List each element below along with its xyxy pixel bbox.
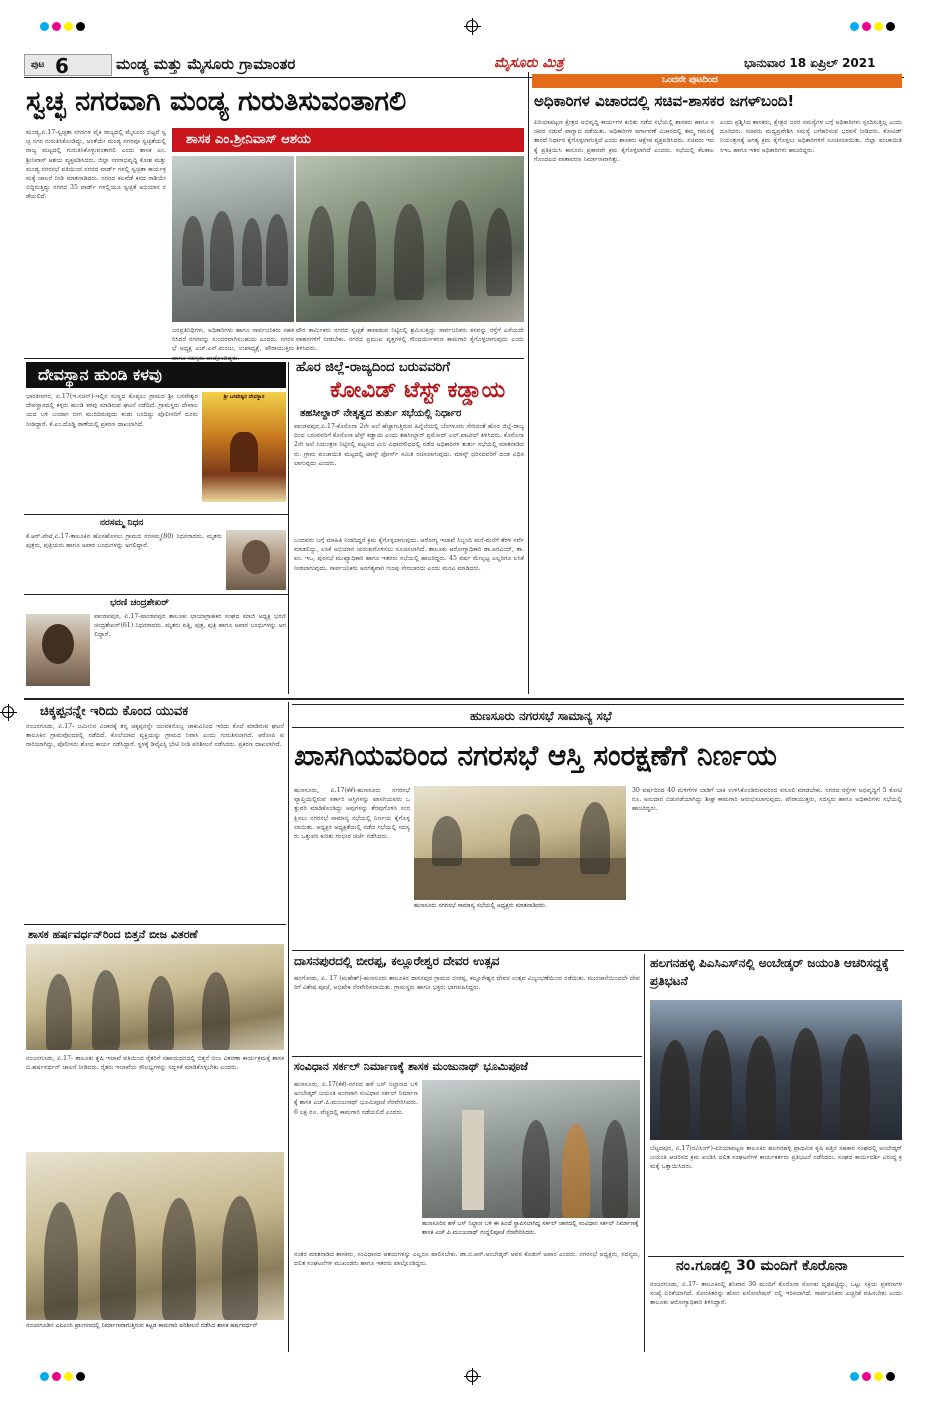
registration-mark-left [2,706,14,718]
covid-kicker: ಹೊರ ಜಿಲ್ಲೆ-ರಾಜ್ಯದಿಂದ ಬರುವವರಿಗೆ [296,360,450,375]
obituary-2-body: ಪಾಂಡವಪುರ, ಏ.17-ಪಾಂಡವಪುರ ತಾಲೂಕು ಛಾಯಾಗ್ರಾಹಕರ ಸಂಘದ ಮಾಜಿ ಅಧ್ಯಕ್ಷ ಭರಣಿ ಚಂದ್ರಶೇಖರ್(61) ನಿಧನರಾದರು. ಮೃತರು ಪತ್ನಿ, ಪುತ್ರ, ಪುತ್ರಿ ಹಾಗೂ ಅಪಾರ ಬಂಧುಗಳನ್ನು ಅಗಲಿದ್ದಾರೆ. [94,613,286,639]
lead-body-col4: ಪೌರ ಕಾರ್ಮಿಕರು ನಗರದ ಸ್ವಚ್ಛತೆ ಕಾಪಾಡುವ ನಿಟ್ಟಿನಲ್ಲಿ ಶ್ರಮಿಸುತ್ತಿದ್ದು ಸಾರ್ವಜನಿಕರು ಕಸವನ್ನು ರಸ್ತೆಗೆ ಎಸೆಯದೇ ವಾಹನಗಳಿಗೆ ನೀಡಬೇಕು. ನಗರದ ಪ್ರಮುಖ ವೃತ್ತಗಳಲ್ಲಿ ಸೌಂದರ್ಯೀಕರಣ ಕಾಮಗಾರಿ ಕೈಗೊಳ್ಳಲಾಗುವುದು ಎಂದು ತಿಳಿಸಿದರು. [296,327,524,353]
obituary-1-photo [226,530,286,590]
lead-subhead: ಶಾಸಕ ಎಂ.ಶ್ರೀನಿವಾಸ್ ಆಶಯ [186,132,311,147]
obituary-2-photo [26,614,90,686]
sidebar-headline: ಅಧಿಕಾರಿಗಳ ವಿಚಾರದಲ್ಲಿ ಸಚಿವ-ಶಾಸಕರ ಜಗಳ್‌ಬಂದಿ! [534,92,795,110]
temple-photo [202,392,286,502]
lead-photo-2 [296,156,524,322]
masthead-logo: ಮೈಸೂರು ಮಿತ್ರ [494,55,564,71]
lead-body-col1: ಮಂಡ್ಯ,ಏ.17-ಸ್ವಚ್ಛತಾ ನಗರಗಳ ಪೈಕಿ ರಾಜ್ಯದಲ್ಲಿ ಮೈಸೂರು ಬಿಟ್ಟರೆ ಸ್ವಚ್ಛ ನಗರ ಗುರುತಿಸಿಕೊಂಡಿದ್ದು, ಅಂತೆಯೇ ಮಂಡ್ಯ ನಗರವೂ ಸ್ವಚ್ಛತೆಯಲ್ಲಿ ರಾಜ್ಯ ಮಟ್ಟದಲ್ಲಿ ಗುರುತಿಸಿಕೊಳ್ಳುವಂತಾಗಲಿ ಎಂದು ಶಾಸಕ ಎಂ.ಶ್ರೀನಿವಾಸ್ ಆಶಯ ವ್ಯಕ್ತಪಡಿಸಿದರು. ಜಿಲ್ಲಾ ನಗರಾಭಿವೃದ್ಧಿ ಕೋಶ ಮತ್ತು ಮಂಡ್ಯ ನಗರಸಭೆ ವತಿಯಿಂದ ನಗರದ ವಾರ್ಡ್ ಗಳಲ್ಲಿ ಸ್ವಚ್ಛತಾ ಕಾರ್ಯಕ್ರಮಕ್ಕೆ ಚಾಲನೆ ನೀಡಿ ಮಾತನಾಡಿದರು. ನಗರದ ಕಲವೆಡೆ ಕಸದ ರಾಶಿಯೇ ಬಿದ್ದಿರುತ್ತಿದ್ದು ನಗರದ 35 ವಾರ್ಡ್ ಗಳಲ್ಲಿಯೂ ಸ್ವಚ್ಛತೆ ಅಭಿಯಾನ ನಡೆಯಲಿದೆ. [26,129,166,201]
youth-body: ನಂಜನಗೂಡು, ಏ.17- ಜಮೀನಿನ ವಿಚಾರಕ್ಕೆ ತನ್ನ ಚಿಕ್ಕಪ್ಪನನ್ನೇ ಯುವಕನೊಬ್ಬ ಚಾಕುವಿನಿಂದ ಇರಿದು ಕೊಲೆ ಮಾಡಿರುವ ಘಟನೆ ತಾಲೂಕಿನ ಗ್ರಾಮವೊಂದರಲ್ಲಿ ನಡೆದಿದೆ. ಕೊಲೆಯಾದ ವ್ಯಕ್ತಿಯನ್ನು ಗ್ರಾಮದ ನಿವಾಸಿ ಎಂದು ಗುರುತಿಸಲಾಗಿದೆ. ಆರೋಪಿ ಪರಾರಿಯಾಗಿದ್ದು, ಪೊಲೀಸರು ಶೋಧ ಕಾರ್ಯ ನಡೆಸಿದ್ದಾರೆ. ಸ್ಥಳಕ್ಕೆ ಡಿವೈಎಸ್ಪಿ ಭೇಟಿ ನೀಡಿ ಪರಿಶೀಲನೆ ನಡೆಸಿದರು. ಪ್ರಕರಣ ದಾಖಲಾಗಿದೆ. [26,723,284,749]
hunsur-kicker: ಹುಣಸೂರು ನಗರಸಭೆ ಸಾಮಾನ್ಯ ಸಭೆ [470,709,612,723]
hunsur-body-1: ಹುಣಸೂರು, ಏ.17(ಕೆಕೆ)-ಹುಣಸೂರು ನಗರಸಭೆ ವ್ಯಾಪ್ತಿಯಲ್ಲಿರುವ ಸರ್ಕಾರಿ ಆಸ್ತಿಗಳನ್ನು ಖಾಸಗಿಯವರು ಒತ್ತುವರಿ ಮಾಡಿಕೊಂಡಿದ್ದು ಅವುಗಳನ್ನು ತೆರವುಗೊಳಿಸಿ ಸಂರಕ್ಷಿಸಲು ನಗರಸಭೆ ಸಾಮಾನ್ಯ ಸಭೆಯಲ್ಲಿ ನಿರ್ಣಯ ಕೈಗೊಳ್ಳಲಾಯಿತು. ಅಧ್ಯಕ್ಷರ ಅಧ್ಯಕ್ಷತೆಯಲ್ಲಿ ನಡೆದ ಸಭೆಯಲ್ಲಿ ಸದಸ್ಯರು ಒತ್ತುವರಿ ಕುರಿತು ಗಂಭೀರ ಚರ್ಚೆ ನಡೆಸಿದರು. [294,787,410,841]
temple-headline: ದೇವಸ್ಥಾನ ಹುಂಡಿ ಕಳವು [38,365,162,384]
corona-body: ನಂಜನಗೂಡು, ಏ.17- ತಾಲೂಕಿನಲ್ಲಿ ಶನಿವಾರ 30 ಮಂದಿಗೆ ಕೊರೊನಾ ಸೋಂಕು ದೃಢಪಟ್ಟಿದ್ದು, ಒಟ್ಟು ಸಕ್ರಿಯ ಪ್ರಕರಣಗಳ ಸಂಖ್ಯೆ ಏರಿಕೆಯಾಗಿದೆ. ಸೋಂಕಿತರನ್ನು ಹೋಂ ಐಸೋಲೇಷನ್ ನಲ್ಲಿ ಇರಿಸಲಾಗಿದೆ. ಸಾರ್ವಜನಿಕರು ಎಚ್ಚರಿಕೆ ವಹಿಸಬೇಕು ಎಂದು ತಾಲೂಕು ಆರೋಗ್ಯಾಧಿಕಾರಿ ತಿಳಿಸಿದ್ದಾರೆ. [650,1281,902,1307]
dasana-headline: ದಾಸನಪುರದಲ್ಲಿ ಬೀರಪ್ಪ, ಕಲ್ಲೂರೇಶ್ವರ ದೇವರ ಉತ್ಸವ [294,954,500,968]
dasana-body-2: ನಂತರ ಮಾತನಾಡಿದ ಶಾಸಕರು, ಸಂವಿಧಾನದ ಆಶಯಗಳನ್ನು ಎಲ್ಲರೂ ಪಾಲಿಸಬೇಕು. ಡಾ.ಬಿ.ಆರ್.ಅಂಬೇಡ್ಕರ್ ಅವರ ಕೊಡುಗೆ ಅಪಾರ ಎಂದರು. ನಗರಸಭೆ ಅಧ್ಯಕ್ಷರು, ಸದಸ್ಯರು, ದಲಿತ ಸಂಘಟನೆಗಳ ಮುಖಂಡರು ಹಾಗೂ ಇತರರು ಪಾಲ್ಗೊಂಡಿದ್ದರು. [294,1251,640,1268]
samvidhana-headline: ಸಂವಿಧಾನ ಸರ್ಕಲ್ ನಿರ್ಮಾಣಕ್ಕೆ ಶಾಸಕ ಮಂಜುನಾಥ್ ಭೂಮಿಪೂಜೆ [294,1060,528,1073]
seed-body: ನಂಜನಗೂಡು, ಏ.17- ತಾಲೂಕು ಕೃಷಿ ಇಲಾಖೆ ವತಿಯಿಂದ ರೈತರಿಗೆ ಸಹಾಯಧನದಲ್ಲಿ ಬಿತ್ತನೆ ಬೀಜ ವಿತರಣಾ ಕಾರ್ಯಕ್ರಮಕ್ಕೆ ಶಾಸಕ ಬಿ.ಹರ್ಷವರ್ಧನ್ ಚಾಲನೆ ನೀಡಿದರು. ರೈತರು ಇಲಾಖೆಯ ಸೌಲಭ್ಯಗಳನ್ನು ಸದ್ಬಳಕೆ ಮಾಡಿಕೊಳ್ಳಬೇಕು ಎಂದರು. [26,1055,284,1072]
obituary-1-title: ನರಸಮ್ಮ ನಿಧನ [100,518,144,528]
lead-headline: ಸ್ವಚ್ಛ ನಗರವಾಗಿ ಮಂಡ್ಯ ಗುರುತಿಸುವಂತಾಗಲಿ [26,86,407,117]
hunsur-photo [414,786,626,900]
page-number: 6 [55,54,69,78]
continued-tag-label: ಒಂದನೇ ಪುಟದಿಂದ [662,75,718,85]
sidebar-body-1: ಪಿರಿಯಾಪಟ್ಟಣ ಕ್ಷೇತ್ರದ ಅಭಿವೃದ್ಧಿ ಕಾರ್ಯಗಳ ಕುರಿತು ನಡೆದ ಸಭೆಯಲ್ಲಿ ಶಾಸಕರು ಹಾಗೂ ಸಚಿವರ ನಡುವೆ ವಾಗ್ವಾದ ನಡೆಯಿತು. ಅಧಿಕಾರಿಗಳ ವರ್ಗಾವಣೆ ವಿಚಾರದಲ್ಲಿ ತಮ್ಮ ಗಮನಕ್ಕೆ ತಾರದೆ ನಿರ್ಧಾರ ಕೈಗೊಳ್ಳಲಾಗುತ್ತಿದೆ ಎಂದು ಶಾಸಕರು ಆಕ್ಷೇಪ ವ್ಯಕ್ತಪಡಿಸಿದರು. ಸಚಿವರು ಇದಕ್ಕೆ ಪ್ರತಿಕ್ರಿಯಿಸಿ ಕಾನೂನು ಪ್ರಕಾರವೇ ಕ್ರಮ ಕೈಗೊಳ್ಳಲಾಗಿದೆ ಎಂದರು. ಸಭೆಯಲ್ಲಿ ಕೆಲಕಾಲ ಗೊಂದಲದ ವಾತಾವರಣ ನಿರ್ಮಾಣವಾಗಿತ್ತು. [534,119,714,163]
avatar [242,540,270,574]
hunsur-headline: ಖಾಸಗಿಯವರಿಂದ ನಗರಸಭೆ ಆಸ್ತಿ ಸಂರಕ್ಷಣೆಗೆ ನಿರ್ಣಯ [294,739,777,772]
covid-subhead: ತಹಸೀಲ್ದಾರ್ ನೇತೃತ್ವದ ತುರ್ತು ಸಭೆಯಲ್ಲಿ ನಿರ್ಧಾರ [300,408,462,419]
covid-body-1: ಪಾಂಡವಪುರ,ಏ.17-ಕೊರೊನಾ 2ನೇ ಅಲೆ ಹೆಚ್ಚಾಗುತ್ತಿರುವ ಹಿನ್ನೆಲೆಯಲ್ಲಿ ಬೆಂಗಳೂರು ಸೇರಿದಂತೆ ಹೊರ ಜಿಲ್ಲೆ-ರಾಜ್ಯದಿಂದ ಬರುವವರಿಗೆ ಕೊರೊನಾ ಟೆಸ್ಟ್ ಕಡ್ಡಾಯ ಎಂದು ತಹಸೀಲ್ದಾರ್ ಪ್ರಮೋದ್ ಎಲ್.ಪಾಟೀಲ್ ತಿಳಿಸಿದರು. ಕೊರೊನಾ 2ನೇ ಅಲೆ ನಿಯಂತ್ರಣ ನಿಟ್ಟಿನಲ್ಲಿ ಪಟ್ಟಣದ ಮಿನಿ ವಿಧಾನಸೌಧದಲ್ಲಿ ನಡೆದ ಅಧಿಕಾರಿಗಳ ತುರ್ತು ಸಭೆಯಲ್ಲಿ ಮಾತನಾಡಿದರು. ಗ್ರಾಮ ಪಂಚಾಯಿತಿ ಮಟ್ಟದಲ್ಲಿ ಟಾಸ್ಕ್ ಫೋರ್ಸ್ ಸಮಿತಿ ರಚಿಸಲಾಗುವುದು. ಮಾಸ್ಕ್ ಧರಿಸದವರಿಗೆ ದಂಡ ವಿಧಿಸಲಾಗುವುದು ಎಂದರು. [294,423,524,467]
shrine-icon [230,432,258,472]
printer-marks-top [0,0,945,40]
lead-photo [172,156,294,322]
samvidhana-caption: ಹುಣಸೂರಿನ ಹಳೆ ಬಸ್ ನಿಲ್ದಾಣ ಬಳಿ ಈ ಹಿಂದೆ ಸ್ಥಾಪಿಸಲಾಗಿದ್ದ ಸರ್ಕಲ್ ಜಾಗದಲ್ಲಿ ಸಂವಿಧಾನ ಸರ್ಕಲ್ ನಿರ್ಮಾಣಕ್ಕೆ ಶಾಸಕ ಎಚ್.ಪಿ.ಮಂಜುನಾಥ್ ಗುದ್ದಲಿಪೂಜೆ ನೆರವೇರಿಸಿದರು. [422,1220,639,1236]
temple-headline-box [26,362,286,388]
samvidhana-body: ಹುಣಸೂರು, ಏ.17(ಕೆಕೆ)-ನಗರದ ಹಳೆ ಬಸ್ ನಿಲ್ದಾಣದ ಬಳಿ ಅಂಬೇಡ್ಕರ್ ಜಯಂತಿ ಅಂಗವಾಗಿ ಸಂವಿಧಾನ ಸರ್ಕಲ್ ನಿರ್ಮಾಣಕ್ಕೆ ಶಾಸಕ ಎಚ್.ಪಿ.ಮಂಜುನಾಥ್ ಭೂಮಿಪೂಜೆ ನೆರವೇರಿಸಿದರು. 6 ಲಕ್ಷ ರೂ. ವೆಚ್ಚದಲ್ಲಿ ಕಾಮಗಾರಿ ನಡೆಯಲಿದೆ ಎಂದರು. [294,1081,418,1116]
apmc-photo [26,1152,284,1320]
hunsur-body-2: 30 ವರ್ಷದಿಂದ 40 ಮಳಿಗೆಗಳ ಬಾಡಿಗೆ ಬಾಕಿ ಉಳಿಸಿಕೊಂಡಿರುವವರಿಂದ ವಸೂಲಿ ಮಾಡಬೇಕು. ನಗರದ ರಸ್ತೆಗಳ ಅಭಿವೃದ್ಧಿಗೆ 5 ಕೋಟಿ ರೂ. ಅನುದಾನ ಬಿಡುಗಡೆಯಾಗಿದ್ದು ಶೀಘ್ರ ಕಾಮಗಾರಿ ಆರಂಭಿಸಲಾಗುವುದು. ಪೌರಾಯುಕ್ತರು, ಸದಸ್ಯರು ಹಾಗೂ ಅಧಿಕಾರಿಗಳು ಸಭೆಯಲ್ಲಿ ಹಾಜರಿದ್ದರು. [632,787,902,813]
page-label: ಪುಟ [31,60,45,70]
dasana-body: ಹನಗೋಡು, ಏ. 17 (ಮಹೇಶ್)-ಹುಣಸೂರು ತಾಲೂಕಿನ ದಾಸನಪುರ ಗ್ರಾಮದ ಬೀರಪ್ಪ, ಕಲ್ಲೂರೇಶ್ವರ ದೇವರ ಉತ್ಸವ ವಿಜೃಂಭಣೆಯಿಂದ ನಡೆಯಿತು. ಮುಂಜಾನೆಯಿಂದಲೇ ದೇವರಿಗೆ ವಿಶೇಷ ಪೂಜೆ, ಅಭಿಷೇಕ ನೆರವೇರಿಸಲಾಯಿತು. ಗ್ರಾಮಸ್ಥರು ಹಾಗೂ ಭಕ್ತರು ಭಾಗವಹಿಸಿದ್ದರು. [294,975,640,992]
youth-headline: ಚಿಕ್ಕಪ್ಪನನ್ನೇ ಇರಿದು ಕೊಂದ ಯುವಕ [40,704,189,719]
samvidhana-photo [422,1080,640,1218]
avatar [42,624,74,664]
sidebar-body-2: ಎಂದು ಪ್ರಶ್ನಿಸಿದ ಶಾಸಕರು, ಕ್ಷೇತ್ರದ ಜನರ ಸಮಸ್ಯೆಗಳ ಬಗ್ಗೆ ಅಧಿಕಾರಿಗಳು ಸ್ಪಂದಿಸುತ್ತಿಲ್ಲ ಎಂದು ದೂರಿದರು. ಸಚಿವರು ಮಧ್ಯಪ್ರವೇಶಿಸಿ ಸಮಸ್ಯೆ ಬಗೆಹರಿಸುವ ಭರವಸೆ ನೀಡಿದರು. ಕೋವಿಡ್ ನಿಯಂತ್ರಣಕ್ಕೆ ಅಗತ್ಯ ಕ್ರಮ ಕೈಗೊಳ್ಳಲು ಅಧಿಕಾರಿಗಳಿಗೆ ಸೂಚಿಸಲಾಯಿತು. ಜಿಲ್ಲಾ ಪಂಚಾಯಿತಿ ಸಿಇಒ ಹಾಗೂ ಇತರ ಅಧಿಕಾರಿಗಳು ಹಾಜರಿದ್ದರು. [720,119,902,154]
covid-headline: ಕೋವಿಡ್ ಟೆಸ್ಟ್ ಕಡ್ಡಾಯ [330,378,506,403]
monument-icon [462,1110,484,1210]
issue-date: ಭಾನುವಾರ 18 ಏಪ್ರಿಲ್ 2021 [744,56,876,70]
ambedkar-body: ಬೆಟ್ಟದಪುರ, ಏ.17(ರವಿಸಿಂಗ್)-ಪಿರಿಯಾಪಟ್ಟಣ ತಾಲೂಕಿನ ಹಲಗನಹಳ್ಳಿ ಪ್ರಾಥಮಿಕ ಕೃಷಿ ಪತ್ತಿನ ಸಹಕಾರ ಸಂಘದಲ್ಲಿ ಅಂಬೇಡ್ಕರ್ ಜಯಂತಿ ಆಚರಿಸದ ಕ್ರಮ ಖಂಡಿಸಿ ದಲಿತ ಸಂಘಟನೆಗಳ ಕಾರ್ಯಕರ್ತರು ಪ್ರತಿಭಟನೆ ನಡೆಸಿದರು. ಸಂಘದ ಕಾರ್ಯದರ್ಶಿ ವಿರುದ್ಧ ಕ್ರಮಕ್ಕೆ ಒತ್ತಾಯಿಸಿದರು. [650,1145,902,1171]
corona-headline: ನಂ.ಗೂಡಲ್ಲಿ 30 ಮಂದಿಗೆ ಕೊರೊನಾ [676,1258,848,1274]
seed-headline: ಶಾಸಕ ಹರ್ಷವರ್ಧನ್‌ರಿಂದ ಬಿತ್ತನೆ ಬೀಜ ವಿತರಣೆ [28,928,198,941]
ambedkar-headline: ಹಲಗನಹಳ್ಳಿ ಪಿಎಸಿಎಸ್‌ನಲ್ಲಿ ಅಂಬೇಡ್ಕರ್ ಜಯಂತಿ ಆಚರಿಸದ್ದಕ್ಕೆ ಪ್ರತಿಭಟನೆ [650,956,889,988]
apmc-caption: ನಂಜನಗೂಡಿನ ಎಪಿಎಂಸಿ ಪ್ರಾಂಗಣದಲ್ಲಿ ನಿರ್ಮಾಣವಾಗುತ್ತಿರುವ ಕಟ್ಟಡ ಕಾಮಗಾರಿ ಪರಿಶೀಲನೆ ನಡೆಸಿದ ಶಾಸಕ ಹರ್ಷವರ್ಧನ್ [26,1322,258,1329]
ambedkar-photo [650,1000,902,1140]
continued-tag [532,74,902,88]
hunsur-kicker-bar [292,704,904,728]
temple-body: ಭಾರತೀನಗರ, ಏ.17(ಇ.ಸಚಿನ್)-ಇಲ್ಲಿನ ಸುಣ್ಣದ ಕೊಪ್ಪಲು ಗ್ರಾಮದ ಶ್ರೀ ಬಸವೇಶ್ವರ ದೇವಸ್ಥಾನದಲ್ಲಿ ಕಳ್ಳರು ಹುಂಡಿ ಕಳವು ಮಾಡಿರುವ ಘಟನೆ ನಡೆದಿದೆ. ಗ್ರಾಮಸ್ಥರು ದೇವಾಲಯದ ಬಳಿ ಬಂದಾಗ ಬೀಗ ಮುರಿದಿರುವುದು ಕಂಡು ಬಂದಿದ್ದು ಪೊಲೀಸರಿಗೆ ದೂರು ನೀಡಿದ್ದಾರೆ. ಕೆ.ಎಂ.ದೊಡ್ಡಿ ಠಾಣೆಯಲ್ಲಿ ಪ್ರಕರಣ ದಾಖಲಾಗಿದೆ. [26,393,198,428]
hunsur-caption: ಹುಣಸೂರು ನಗರಸಭೆ ಸಾಮಾನ್ಯ ಸಭೆಯಲ್ಲಿ ಅಧ್ಯಕ್ಷರು ಮಾತನಾಡಿದರು. [414,902,547,909]
lead-body-col2: ಜನಪ್ರತಿನಿಧಿಗಳು, ಅಧಿಕಾರಿಗಳು ಹಾಗೂ ಸಾರ್ವಜನಿಕರು ಸಹಕರಿಸಿದರೆ ನಗರವನ್ನು ಸುಂದರವಾಗಿಸಬಹುದು ಎಂದರು. ನಗರಸಭೆ ಅಧ್ಯಕ್ಷ ಎಚ್.ಎಸ್.ಮಂಜು, ಉಪಾಧ್ಯಕ್ಷೆ, ಪೌರಾಯುಕ್ತರು [172,327,294,353]
obituary-1-body: ಕೆ.ಆರ್.ಪೇಟೆ,ಏ.17-ತಾಲೂಕಿನ ಹೊಸಹೊಳಲು ಗ್ರಾಮದ ನರಸಮ್ಮ(80) ನಿಧನರಾದರು. ಮೃತರು ಪುತ್ರರು, ಪುತ್ರಿಯರು ಹಾಗೂ ಅಪಾರ ಬಂಧುಗಳನ್ನು ಅಗಲಿದ್ದಾರೆ. [26,533,222,550]
lead-subhead-box [172,128,524,152]
section-title: ಮಂಡ್ಯ ಮತ್ತು ಮೈಸೂರು ಗ್ರಾಮಾಂತರ [116,55,296,73]
page-tag [24,54,112,76]
obituary-2-title: ಭರಣಿ ಚಂದ್ರಶೇಖರ್ [110,598,169,608]
shrine-label: ಶ್ರೀ ಬಸವೇಶ್ವರ ದೇವಸ್ಥಾನ [223,394,265,400]
printer-marks-bottom [0,1360,945,1400]
covid-body-2: ಬಂದವರು ಬಗ್ಗೆ ಮಾಹಿತಿ ನೀಡದಿದ್ದರೆ ಕ್ರಮ ಕೈಗೊಳ್ಳಲಾಗುವುದು. ಆರೋಗ್ಯ ಇಲಾಖೆ ಸಿಬ್ಬಂದಿ ಮನೆ-ಮನೆಗೆ ತೆರಳಿ ಸರ್ವೆ ಮಾಡಲಿದ್ದು, ಲಸಿಕೆ ಅಭಿಯಾನ ಚುರುಕುಗೊಳಿಸಲು ಸೂಚಿಸಲಾಗಿದೆ. ತಾಲೂಕು ಆರೋಗ್ಯಾಧಿಕಾರಿ ಡಾ.ಅರವಿಂದ್, ತಾ.ಪಂ. ಇಒ, ಪುರಸಭೆ ಮುಖ್ಯಾಧಿಕಾರಿ ಹಾಗೂ ಇತರರು ಸಭೆಯಲ್ಲಿ ಹಾಜರಿದ್ದರು. 45 ವರ್ಷ ಮೇಲ್ಪಟ್ಟ ಎಲ್ಲರಿಗೂ ಲಸಿಕೆ ನೀಡಲಾಗುವುದು. ಸಾರ್ವಜನಿಕರು ಅನಗತ್ಯವಾಗಿ ಗುಂಪು ಸೇರಬಾರದು ಎಂದು ಮನವಿ ಮಾಡಿದರು. [294,537,524,572]
seed-photo [26,944,284,1050]
